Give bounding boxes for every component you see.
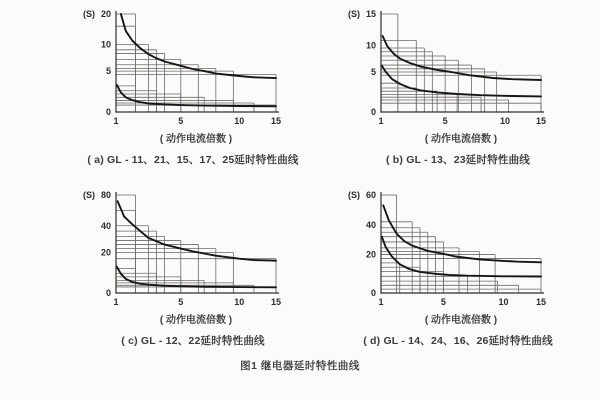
y-tick-label: 5 xyxy=(370,67,376,78)
y-tick-label: 20 xyxy=(100,9,111,19)
x-tick-label: 15 xyxy=(535,116,547,126)
chart-b-curve xyxy=(382,66,541,97)
x-tick-label: 5 xyxy=(178,297,184,307)
y-tick-label: 80 xyxy=(100,190,111,200)
x-tick-label: 1 xyxy=(378,297,384,307)
chart-b-canvas xyxy=(347,6,557,130)
x-tick-label: 10 xyxy=(234,297,245,307)
y-tick-label: 20 xyxy=(365,249,376,260)
y-tick-label: 60 xyxy=(365,190,376,200)
x-tick-label: 15 xyxy=(270,297,282,307)
chart-b-xaxis-label: ( 动作电流倍数 ) xyxy=(424,134,498,145)
chart-d-caption: ( d) GL - 14、24、16、26延时特性曲线 xyxy=(363,335,553,347)
y-tick-label: 5 xyxy=(105,66,111,77)
x-tick-label: 10 xyxy=(499,116,511,126)
chart-b-curve xyxy=(383,36,541,80)
chart-a-canvas xyxy=(82,6,292,130)
x-tick-label: 15 xyxy=(535,297,547,307)
chart-c xyxy=(70,187,316,348)
chart-d-canvas xyxy=(347,187,557,311)
chart-d-xaxis-label: ( 动作电流倍数 ) xyxy=(424,315,498,326)
x-tick-label: 5 xyxy=(178,116,184,126)
chart-c-ylabel: (S) xyxy=(83,190,95,200)
y-tick-label: 40 xyxy=(100,220,111,231)
chart-d-ylabel: (S) xyxy=(348,190,360,200)
chart-d-plot xyxy=(347,187,557,311)
x-tick-label: 5 xyxy=(440,297,446,307)
x-tick-label: 10 xyxy=(234,116,245,126)
chart-c-caption: ( c) GL - 12、22延时特性曲线 xyxy=(121,335,265,347)
chart-a-plot xyxy=(82,6,292,130)
y-tick-label: 0 xyxy=(370,288,376,298)
chart-b-ylabel: (S) xyxy=(348,9,360,19)
chart-b-plot xyxy=(347,6,557,130)
chart-a xyxy=(70,6,316,167)
y-tick-label: 10 xyxy=(100,39,111,50)
chart-b xyxy=(335,6,581,167)
y-tick-label: 40 xyxy=(365,219,376,230)
chart-d-curve xyxy=(383,205,541,262)
chart-d xyxy=(335,187,581,348)
chart-a-xaxis-label: ( 动作电流倍数 ) xyxy=(159,134,233,145)
x-tick-label: 15 xyxy=(270,116,282,126)
figure-caption: 图1 继电器延时特性曲线 xyxy=(240,360,360,372)
x-tick-label: 5 xyxy=(442,116,448,126)
y-tick-label: 10 xyxy=(365,40,376,51)
y-tick-label: 20 xyxy=(100,247,111,258)
y-tick-label: 0 xyxy=(105,107,111,117)
chart-b-caption: ( b) GL - 13、23延时特性曲线 xyxy=(385,154,531,166)
x-tick-label: 1 xyxy=(113,116,119,126)
y-tick-label: 15 xyxy=(365,9,376,19)
chart-c-xaxis-label: ( 动作电流倍数 ) xyxy=(159,315,233,326)
chart-a-caption: ( a) GL - 11、21、15、17、25延时特性曲线 xyxy=(87,154,299,166)
x-tick-label: 1 xyxy=(378,116,384,126)
chart-c-curve xyxy=(118,201,276,261)
chart-a-ylabel: (S) xyxy=(83,9,95,19)
y-tick-label: 0 xyxy=(370,107,376,117)
y-tick-label: 0 xyxy=(105,288,111,298)
chart-c-plot xyxy=(82,187,292,311)
x-tick-label: 1 xyxy=(113,297,119,307)
chart-c-canvas xyxy=(82,187,292,311)
x-tick-label: 10 xyxy=(498,297,509,307)
